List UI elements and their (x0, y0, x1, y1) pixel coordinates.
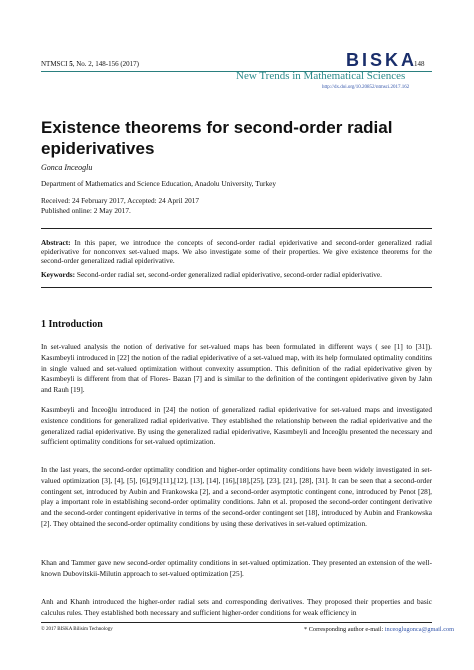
journal-banner: New Trends in Mathematical Sciences (236, 70, 406, 82)
intro-paragraph-4: Khan and Tammer gave new second-order optimality conditions in set-valued optimization. They presented an extension of the well-known Dubovitskii-Milutin approach to set-valued optimization [25]. (41, 558, 432, 578)
abstract-top-rule (41, 228, 432, 229)
doi-link[interactable]: http://dx.doi.org/10.20852/ntmsci.2017.162 (322, 85, 410, 90)
abstract-text: In this paper, we introduce the concepts of second-order radial epiderivative and second-order generalized radial epiderivative for nonconvex set-valued maps. We also investigate some of their properties. We give existence theorems for the second-order generalized radial epiderivative. (41, 238, 432, 266)
footer-rule (41, 622, 432, 623)
author-affiliation: Department of Mathematics and Science Education, Anadolu University, Turkey (41, 179, 276, 188)
received-date: Received: 24 February 2017, Accepted: 24 April 2017 (41, 196, 200, 205)
keywords-text: Second-order radial set, second-order generalized radial epiderivative, second-order radial epiderivative. (75, 270, 382, 279)
keywords (41, 270, 432, 279)
publisher-logo: BISKA (346, 50, 418, 70)
intro-paragraph-1: In set-valued analysis the notion of derivative for set-valued maps has been formulated in different ways ( see [1] to [31]). Kasımbeyli introduced in [22] the notion of the radial epiderivative of a set-valued map, with its help formulated optimality conditins in single valued and set-valued optimization without convexity assumption. This definition of the radial epiderivative given by Kasımbeyli is different from that of Flores- Bazan [7] and is similar to the definition of the contingent epiderivative given by Jahn and Rauh [19]. (41, 342, 432, 395)
paper-title: Existence theorems for second-order radial epiderivatives (41, 118, 393, 158)
keywords-label: Keywords: (41, 270, 76, 279)
publication-dates (41, 196, 199, 215)
copyright-notice: © 2017 BISKA Bilisim Technology (41, 627, 113, 632)
abstract-label: Abstract: (41, 238, 71, 247)
intro-paragraph-2: Kasımbeyli and İnceoğlu introduced in [24] the notion of generalized radial epiderivative for set-valued maps and investigated existence conditions for generalized radial epiderivative. They established the relationship between the radial epiderivative and the generalized radial epiderivative. By using the generalized radial epiderivative, Kasımbeyli and İnceoğlu presented the necessary and sufficient optimality conditions for set-valued optimization. (41, 405, 432, 447)
page-number: 148 (414, 60, 425, 68)
author-name: Gonca Inceoglu (41, 163, 93, 172)
section-heading: 1 Introduction (41, 319, 103, 330)
published-date: Published online: 2 May 2017. (41, 205, 131, 215)
journal-citation: NTMSCI 5, No. 2, 148-156 (2017) (41, 60, 140, 68)
intro-paragraph-3: In the last years, the second-order optimality condition and higher-order optimality conditions have been widely investigated in set-valued optimization [3], [4], [5], [6],[9],[11],[12], [13], [14], [16],[18],[25], [23], [21], [28], [31]. It can be seen that a second-order contingent set, introduced by Aubin and Frankowska [2], and a second-order asymptotic contingent cone, introduced by Penot [28], play a important role in establishing second-order optimality conditions. Jahn et al. proposed the second-order contingent derivative and the second-order contingent epiderivative in terms of the second-order contingent set [18], introduced by Aubin and Frankowska [2]. They obtained the second-order optimality conditions by using these derivatives in set-valued optimization. (41, 465, 432, 528)
email-link[interactable]: inceoglugonca@gmail.com (384, 626, 455, 633)
abstract-bottom-rule (41, 287, 432, 288)
intro-paragraph-5: Anh and Khanh introduced the higher-order radial sets and corresponding derivatives. They proposed their properties and basic calculus rules. They established both necessary and sufficient higher-order conditions for weak efficiency in (41, 597, 432, 617)
corresponding-author: * Corresponding author e-mail: inceoglugonca@gmail.com (304, 626, 455, 633)
abstract (41, 238, 432, 266)
